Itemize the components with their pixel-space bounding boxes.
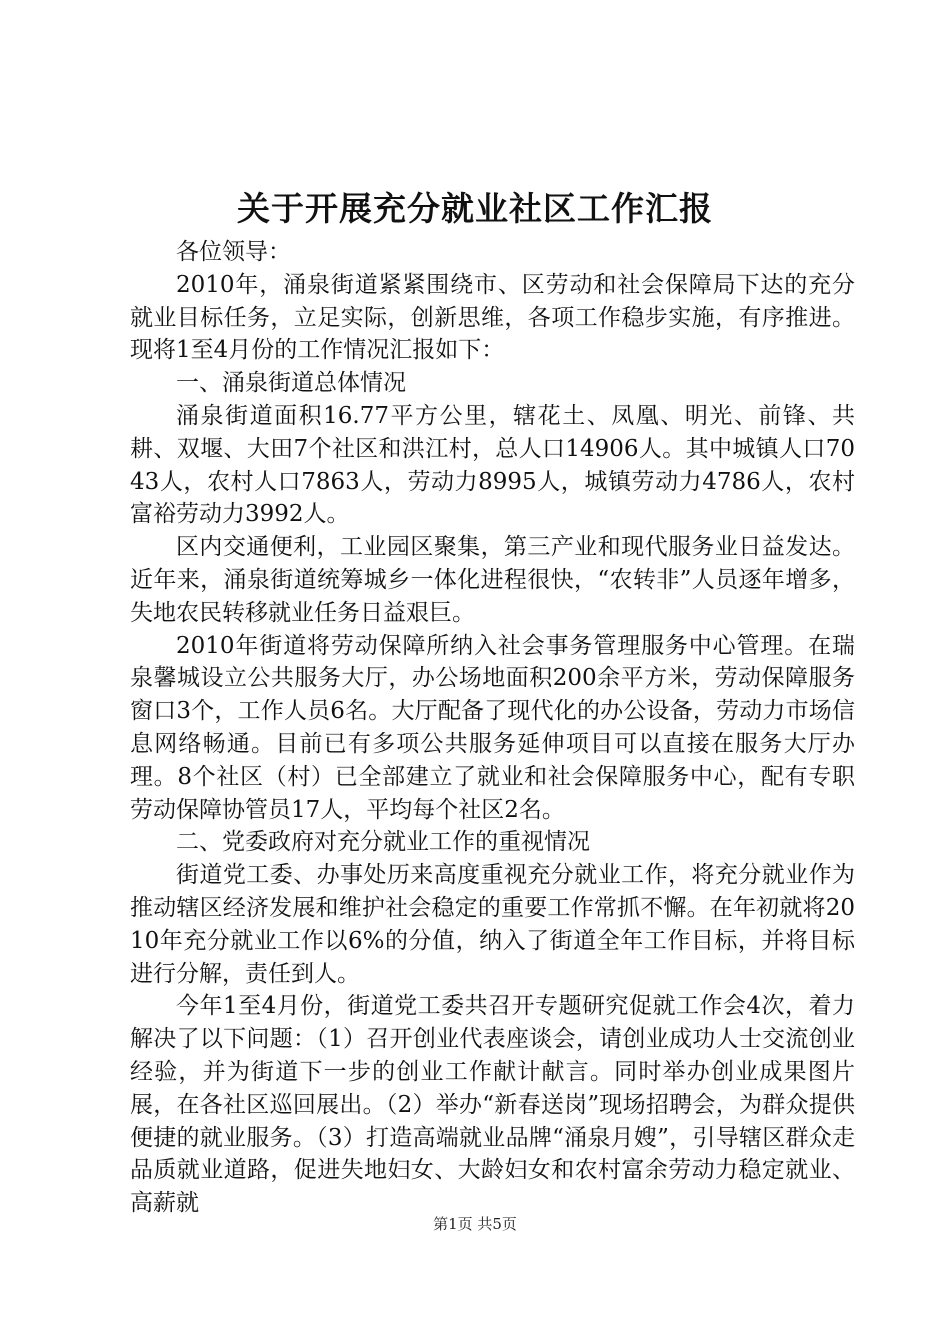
body-paragraph: 2010年街道将劳动保障所纳入社会事务管理服务中心管理。在瑞泉馨城设立公共服务大厅，办公场地面积200余平方米，劳动保障服务窗口3个，工作人员6名。大厅配备了现代化的办公设备，劳动力市场信息网络畅通。目前已有多项公共服务延伸项目可以直接在服务大厅办理。8个社区（村）已全部建立了就业和社会保障服务中心，配有专职劳动保障协管员17人，平均每个社区2名。 <box>130 632 855 823</box>
document-body <box>130 236 855 1220</box>
body-paragraph: 区内交通便利，工业园区聚集，第三产业和现代服务业日益发达。近年来，涌泉街道统筹城乡一体化进程很快，“农转非”人员逐年增多，失地农民转移就业任务日益艰巨。 <box>130 534 855 626</box>
section-heading-2: 二、党委政府对充分就业工作的重视情况 <box>176 829 590 856</box>
body-paragraph: 涌泉街道面积16.77平方公里，辖花土、凤凰、明光、前锋、共耕、双堰、大田7个社区和洪江村，总人口14906人。其中城镇人口7043人，农村人口7863人，劳动力8995人，城镇劳动力4786人，农村富裕劳动力3992人。 <box>130 402 855 528</box>
document-title: 关于开展充分就业社区工作汇报 <box>237 189 713 228</box>
salutation: 各位领导： <box>176 239 291 265</box>
intro-paragraph: 2010年，涌泉街道紧紧围绕市、区劳动和社会保障局下达的充分就业目标任务，立足实际，创新思维，各项工作稳步实施，有序推进。现将1至4月份的工作情况汇报如下： <box>130 271 855 364</box>
page-footer: 第1页 共5页 <box>433 1215 517 1233</box>
body-paragraph: 今年1至4月份，街道党工委共召开专题研究促就工作会4次，着力解决了以下问题：（1）召开创业代表座谈会，请创业成功人士交流创业经验，并为街道下一步的创业工作献计献言。同时举办创业成果图片展，在各社区巡回展出。（2）举办“新春送岗”现场招聘会，为群众提供便捷的就业服务。（3）打造高端就业品牌“涌泉月嫂”，引导辖区群众走品质就业道路，促进失地妇女、大龄妇女和农村富余劳动力稳定就业、高薪就 <box>130 993 855 1217</box>
section-heading-1: 一、涌泉街道总体情况 <box>176 370 406 397</box>
body-paragraph: 街道党工委、办事处历来高度重视充分就业工作，将充分就业作为推动辖区经济发展和维护社会稳定的重要工作常抓不懈。在年初就将2010年充分就业工作以6%的分值，纳入了街道全年工作目标，并将目标进行分解，责任到人。 <box>130 862 855 987</box>
